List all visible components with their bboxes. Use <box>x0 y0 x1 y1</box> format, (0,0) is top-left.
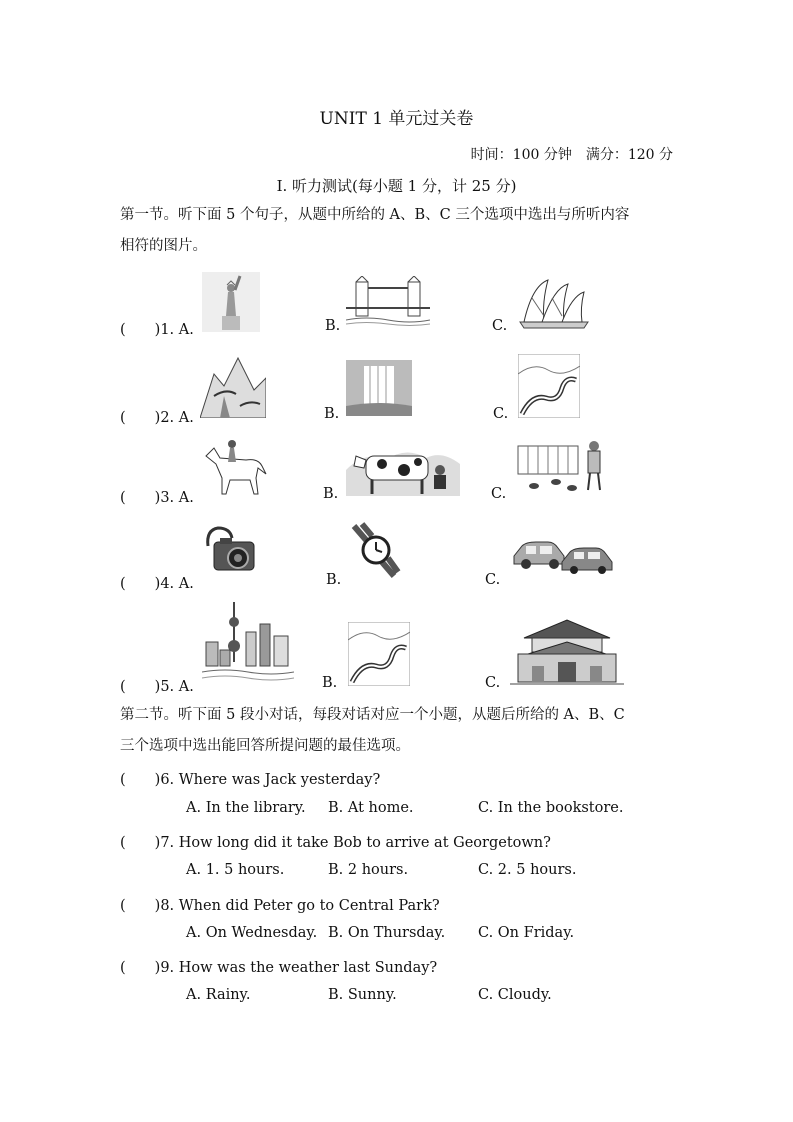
question-9-option-c[interactable]: C. Cloudy. <box>478 987 552 1003</box>
question-5-option-c: C. <box>485 675 501 691</box>
question-8-option-b[interactable]: B. On Thursday. <box>328 925 446 941</box>
question-1-option-b: B. <box>325 318 341 334</box>
camera-icon[interactable] <box>204 526 264 576</box>
question-7-option-b[interactable]: B. 2 hours. <box>328 862 409 878</box>
question-4-option-b: B. <box>326 572 342 588</box>
time-and-score: 时间：100 分钟 满分：120 分 <box>470 147 673 163</box>
question-9-option-b[interactable]: B. Sunny. <box>328 987 397 1003</box>
question-6-option-a[interactable]: A. In the library. <box>186 800 306 816</box>
part1-heading: Ⅰ. 听力测试(每小题 1 分，计 25 分) <box>276 177 517 195</box>
question-6: ( )6. Where was Jack yesterday? <box>120 772 381 788</box>
question-3-label: ( )3. A. <box>120 490 194 506</box>
mountain-pine-icon[interactable] <box>200 356 266 418</box>
feeding-chickens-icon[interactable] <box>516 438 614 494</box>
section1-instruction <box>120 200 680 262</box>
question-5-label: ( )5. A. <box>120 679 194 695</box>
tower-bridge-icon[interactable] <box>346 276 430 328</box>
question-9-option-a[interactable]: A. Rainy. <box>186 987 251 1003</box>
great-wall-icon[interactable] <box>348 622 410 686</box>
sydney-opera-house-icon[interactable] <box>514 276 594 330</box>
page-title: UNIT 1 单元过关卷 <box>319 109 474 129</box>
question-7-option-a[interactable]: A. 1. 5 hours. <box>186 862 285 878</box>
horse-riding-icon[interactable] <box>200 438 268 496</box>
tiananmen-icon[interactable] <box>510 614 624 688</box>
great-wall-icon[interactable] <box>518 354 580 418</box>
section2-instruction <box>120 700 680 762</box>
question-3-option-b: B. <box>323 486 339 502</box>
milking-cow-icon[interactable] <box>346 440 460 496</box>
section1-instruction-line1: 第一节。听下面 5 个句子，从题中所给的 A、B、C 三个选项中选出与所听内容 <box>120 207 630 223</box>
question-2-label: ( )2. A. <box>120 410 194 426</box>
question-5-option-b: B. <box>322 675 338 691</box>
question-8-option-a[interactable]: A. On Wednesday. <box>186 925 318 941</box>
question-1-option-c: C. <box>492 318 508 334</box>
question-7-option-c[interactable]: C. 2. 5 hours. <box>478 862 577 878</box>
question-8: ( )8. When did Peter go to Central Park? <box>120 898 440 914</box>
question-3-option-c: C. <box>491 486 507 502</box>
statue-of-liberty-icon[interactable] <box>202 272 260 332</box>
question-6-option-c[interactable]: C. In the bookstore. <box>478 800 624 816</box>
question-1-label: ( )1. A. <box>120 322 194 338</box>
question-9: ( )9. How was the weather last Sunday? <box>120 960 438 976</box>
cars-icon[interactable] <box>512 534 616 574</box>
shanghai-skyline-icon[interactable] <box>202 602 294 686</box>
question-8-option-c[interactable]: C. On Friday. <box>478 925 575 941</box>
waterfall-icon[interactable] <box>346 360 412 416</box>
question-4-option-c: C. <box>485 572 501 588</box>
question-2-option-c: C. <box>493 406 509 422</box>
section1-instruction-line2: 相符的图片。 <box>120 238 207 254</box>
question-6-option-b[interactable]: B. At home. <box>328 800 414 816</box>
question-4-label: ( )4. A. <box>120 576 194 592</box>
section2-instruction-line2: 三个选项中选出能回答所提问题的最佳选项。 <box>120 738 410 754</box>
wristwatch-icon[interactable] <box>348 522 402 580</box>
question-2-option-b: B. <box>324 406 340 422</box>
section2-instruction-line1: 第二节。听下面 5 段小对话，每段对话对应一个小题，从题后所给的 A、B、C <box>120 707 625 723</box>
question-7: ( )7. How long did it take Bob to arrive at Georgetown? <box>120 835 551 851</box>
